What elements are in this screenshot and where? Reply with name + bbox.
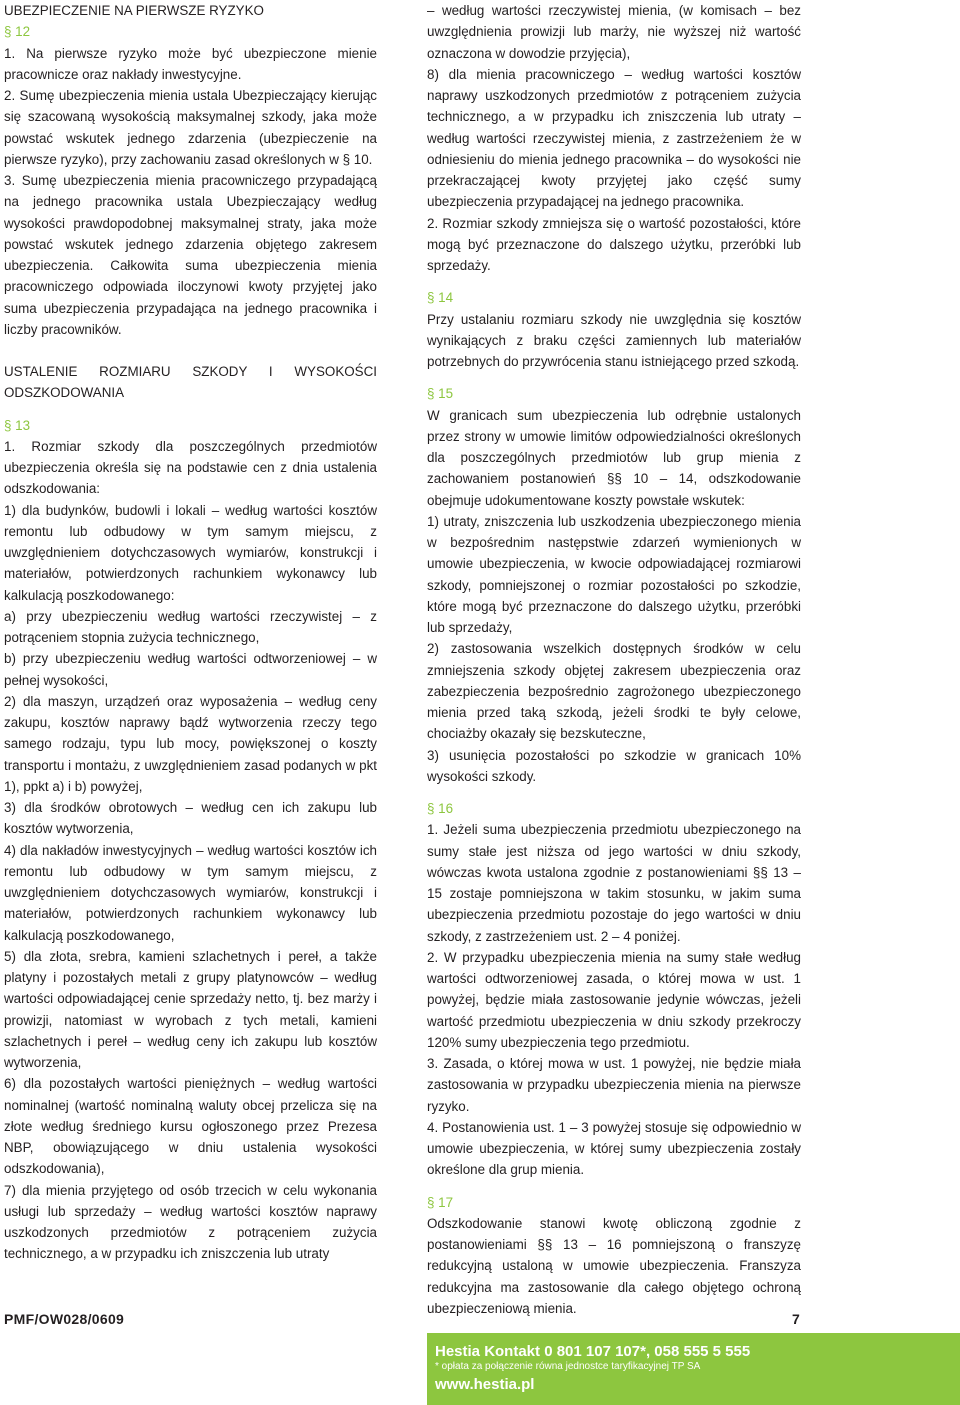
clause-13-1-5: 5) dla złota, srebra, kamieni szlachetnych i pereł, a także platyny i pozostałych metali z grupy platynowców – według wartości odpowiadającej cenie sprzedaży netto, tj. bez marży i prowizji, natomiast w wyrobach z tych metali, kamieni szlachetnych i pereł – według ceny ich zakupu lub kosztów wytworzenia, <box>4 948 377 1070</box>
clause-13-1-7: 7) dla mienia przyjętego od osób trzecich w celu wykonania usługi lub sprzedaży – według wartości kosztów naprawy uszkodzonych przedmiotów z potrąceniem zużycia technicznego, a w przypadku ich zniszczenia lub utraty <box>4 1182 377 1262</box>
clause-13-1-4: 4) dla nakładów inwestycyjnych – według wartości kosztów ich remontu lub odbudowy w tym samym miejscu, z uwzględnieniem dotychczasowych wymiarów, konstrukcji i materiałów, potwierdzonych rachunkiem wykonawcy lub kalkulacją poszkodowanego, <box>4 842 377 943</box>
clause-12-1: 1. Na pierwsze ryzyko może być ubezpieczone mienie pracownicze oraz nakłady inwestycyjne. <box>4 45 377 82</box>
clause-15: W granicach sum ubezpieczenia lub odrębnie ustalonych przez strony w umowie limitów odpowiedzialności określonych dla poszczególnych przedmiotów lub grup mienia z zachowaniem postanowień §§ 10 – 14, odszkodowanie obejmuje udokumentowane koszty powstałe wskutek: <box>427 407 801 508</box>
clause-13-1-8: 8) dla mienia pracowniczego – według wartości kosztów naprawy uszkodzonych przedmiotów z potrąceniem zużycia technicznego, a w przypadku ich zniszczenia lub utraty – według wartości rzeczywistej mienia, z zastrzeżeniem że w odniesieniu do mienia jednego pracownika – do wysokości nie przekraczającej kwoty przyjętej jako część sumy ubezpieczenia przypadającej na jednego pracownika. <box>427 66 801 210</box>
paragraph-number-17: § 17 <box>427 1194 454 1210</box>
clause-13-1-2: 2) dla maszyn, urządzeń oraz wyposażenia – według ceny zakupu, kosztów naprawy bądź wytworzenia rzeczy tego samego rodzaju, typu lub mocy, powiększonej o koszty transportu i montażu, z uwzględnieniem zasad podanych w pkt 1), ppkt a) i b) powyżej, <box>4 693 377 794</box>
website-link[interactable]: www.hestia.pl <box>435 1376 535 1393</box>
clause-17: Odszkodowanie stanowi kwotę obliczoną zgodnie z postanowieniami §§ 13 – 16 pomniejszoną o franszyzę redukcyjną ustaloną w umowie ubezpieczenia. Franszyza redukcyjna ma zastosowanie dla całego objętego ochroną ubezpieczeniową mienia. <box>427 1215 801 1316</box>
contact-phone: Hestia Kontakt 0 801 107 107*, 058 555 5 555 <box>435 1343 751 1360</box>
right-column <box>427 0 801 1319</box>
clause-13-1-6: 6) dla pozostałych wartości pieniężnych – według wartości nominalnej (wartość nominalną waluty obcej przelicza się na złote według średniego kursu ogłoszonego przez Prezesa NBP, obowiązującego w dniu ustalenia wysokości odszkodowania), <box>4 1076 377 1177</box>
section-heading-first-risk: UBEZPIECZENIE NA PIERWSZE RYZYKO <box>4 3 264 18</box>
paragraph-number-16: § 16 <box>427 801 454 816</box>
clause-16-1: 1. Jeżeli suma ubezpieczenia przedmiotu ubezpieczonego na sumy stałe jest niższa od jego wartości w dniu szkody, wówczas kwota ustalona zgodnie z postanowieniami §§ 13 – 15 zostaje pomniejszona w takim stosunku, w jakim suma ubezpieczenia przedmiotu pozostaje do jego wartości w dniu szkody, z zastrzeżeniem ust. 2 – 4 poniżej. <box>427 822 801 944</box>
clause-16-3: 3. Zasada, o której mowa w ust. 1 powyżej, nie będzie miała zastosowania w przypadku ubezpieczenia mienia na pierwsze ryzyko. <box>427 1056 801 1114</box>
clause-16-4: 4. Postanowienia ust. 1 – 3 powyżej stosuje się odpowiednio w umowie ubezpieczenia, w której sumy ubezpieczenia zostały określone dla grup mienia. <box>427 1119 801 1178</box>
clause-13-1-1b: b) przy ubezpieczeniu według wartości odtworzeniowej – w pełnej wysokości, <box>4 651 377 688</box>
paragraph-number-12: § 12 <box>4 24 31 40</box>
contact-banner <box>427 1333 960 1405</box>
clause-13-1-7-continued: – według wartości rzeczywistej mienia, (w komisach – bez uwzględnienia prowizji lub marży, nie wyższej niż wartość oznaczona w dowodzie przyjęcia), <box>427 3 801 61</box>
clause-13-1-1a: a) przy ubezpieczeniu według wartości rzeczywistej – z potrąceniem stopnia zużycia technicznego, <box>4 608 377 645</box>
clause-13-2: 2. Rozmiar szkody zmniejsza się o wartość pozostałości, które mogą być przeznaczone do dalszego użytku, przeróbki lub sprzedaży. <box>427 215 801 273</box>
clause-15-2: 2) zastosowania wszelkich dostępnych środków w celu zmniejszenia szkody objętej zakresem ubezpieczenia oraz zabezpieczenia bezpośrednio zagrożonego ubezpieczonego mienia przed taką szkodą, jeżeli środki te były celowe, chociażby okazały się bezskuteczne, <box>427 641 801 742</box>
paragraph-number-14: § 14 <box>427 290 454 306</box>
clause-13-1-1: 1) dla budynków, budowli i lokali – według wartości kosztów remontu lub odbudowy w tym samym miejscu, z uwzględnieniem dotychczasowych wymiarów, konstrukcji i materiałów, potwierdzonych rachunkiem wykonawcy lub kalkulacją poszkodowanego: <box>4 502 377 603</box>
paragraph-number-13: § 13 <box>4 417 31 433</box>
section-heading-damage-assessment: USTALENIE ROZMIARU SZKODY I WYSOKOŚCI ODSZKODOWANIA <box>4 364 377 401</box>
page-number: 7 <box>792 1311 800 1327</box>
clause-15-3: 3) usunięcia pozostałości po szkodzie w granicach 10% wysokości szkody. <box>427 747 801 784</box>
paragraph-number-15: § 15 <box>427 386 454 402</box>
clause-13-1: 1. Rozmiar szkody dla poszczególnych przedmiotów ubezpieczenia określa się na podstawie cen z dnia ustalenia odszkodowania: <box>4 438 377 497</box>
clause-16-2: 2. W przypadku ubezpieczenia mienia na sumy stałe według wartości odtworzeniowej zasada, o której mowa w ust. 1 powyżej, będzie miała zastosowanie jedynie wówczas, jeżeli wartość przedmiotu ubezpieczenia w dniu szkody przekroczy 120% sumy ubezpieczenia tego przedmiotu. <box>427 949 801 1050</box>
clause-13-1-3: 3) dla środków obrotowych – według cen ich zakupu lub kosztów wytworzenia, <box>4 800 377 837</box>
clause-12-3: 3. Sumę ubezpieczenia mienia pracowniczego przypadającą na jednego pracownika ustala Ubezpieczający według wysokości prawdopodobnej maksymalnej straty, jaka może powstać wskutek jednego zdarzenia objętego zakresem ubezpieczenia. Całkowita suma ubezpieczenia mienia pracowniczego odpowiada iloczynowi kwoty przyjętej jako suma ubezpieczenia przypadająca na jednego pracownika i liczby pracowników. <box>4 173 377 337</box>
clause-15-1: 1) utraty, zniszczenia lub uszkodzenia ubezpieczonego mienia w bezpośrednim następstwie zdarzeń wymienionych w umowie ubezpieczenia, w kwocie odpowiadającej rozmiarowi szkody, pomniejszonej o rozmiar pozostałości po szkodzie, które mogą być przeznaczone do dalszego użytku, przeróbki lub sprzedaży, <box>427 513 801 635</box>
document-code: PMF/OW028/0609 <box>4 1311 125 1327</box>
left-column <box>4 0 377 1265</box>
clause-14: Przy ustalaniu rozmiaru szkody nie uwzględnia się kosztów wynikających z braku części zamiennych lub materiałów potrzebnych do przywrócenia stanu istniejącego przed szkodą. <box>427 311 801 369</box>
call-cost-note: * opłata za połączenie równa jednostce taryfikacyjnej TP SA <box>435 1361 701 1372</box>
clause-12-2: 2. Sumę ubezpieczenia mienia ustala Ubezpieczający kierując się szacowaną wysokością maksymalnej szkody, jaka może powstać wskutek jednego zdarzenia (ubezpieczenie na pierwsze ryzyko), przy zachowaniu zasad określonych w § 10. <box>4 88 377 167</box>
